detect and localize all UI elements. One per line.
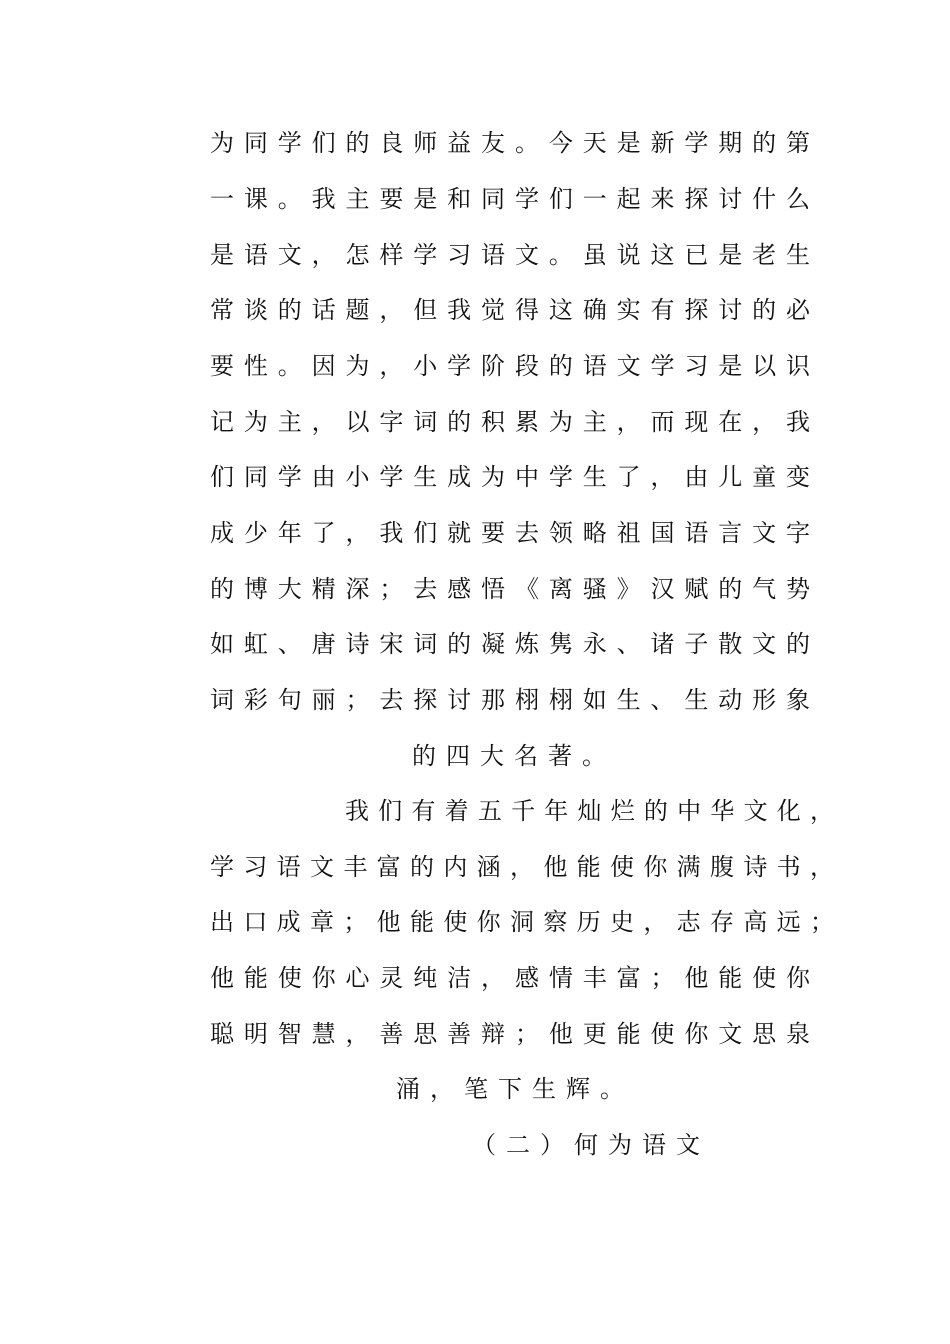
paragraph-2-line-4: 他能使你心灵纯洁，感情丰富；他能使你: [210, 964, 810, 992]
paragraph-2-line-2: 学习语文丰富的内涵，他能使你满腹诗书，: [210, 853, 834, 881]
paragraph-1-line-6: 记为主，以字词的积累为主，而现在，我: [210, 408, 810, 436]
paragraph-1-line-1: 为同学们的良师益友。今天是新学期的第: [210, 129, 810, 157]
paragraph-1-line-4: 常谈的话题，但我觉得这确实有探讨的必: [210, 296, 810, 324]
section-heading: （二）何为语文: [472, 1131, 710, 1159]
paragraph-1-line-8: 成少年了，我们就要去领略祖国语言文字: [210, 519, 810, 547]
paragraph-2-first-line: 我们有着五千年灿烂的中华文化，: [345, 797, 834, 825]
paragraph-1-line-5: 要性。因为，小学阶段的语文学习是以识: [210, 352, 810, 380]
paragraph-2-last-line: 涌，笔下生辉。: [396, 1075, 634, 1103]
paragraph-1-line-9: 的博大精深；去感悟《离骚》汉赋的气势: [210, 575, 810, 603]
paragraph-1-line-2: 一课。我主要是和同学们一起来探讨什么: [210, 185, 810, 213]
paragraph-1-line-10: 如虹、唐诗宋词的凝炼隽永、诸子散文的: [210, 630, 810, 658]
paragraph-2-line-5: 聪明智慧，善思善辩；他更能使你文思泉: [210, 1020, 810, 1048]
paragraph-2-line-3: 出口成章；他能使你洞察历史，志存高远；: [210, 908, 834, 936]
paragraph-1-line-7: 们同学由小学生成为中学生了，由儿童变: [210, 463, 810, 491]
paragraph-1-last-line: 的四大名著。: [412, 742, 616, 770]
paragraph-1-line-3: 是语文，怎样学习语文。虽说这已是老生: [210, 241, 810, 269]
paragraph-1-line-11: 词彩句丽；去探讨那栩栩如生、生动形象: [210, 686, 810, 714]
